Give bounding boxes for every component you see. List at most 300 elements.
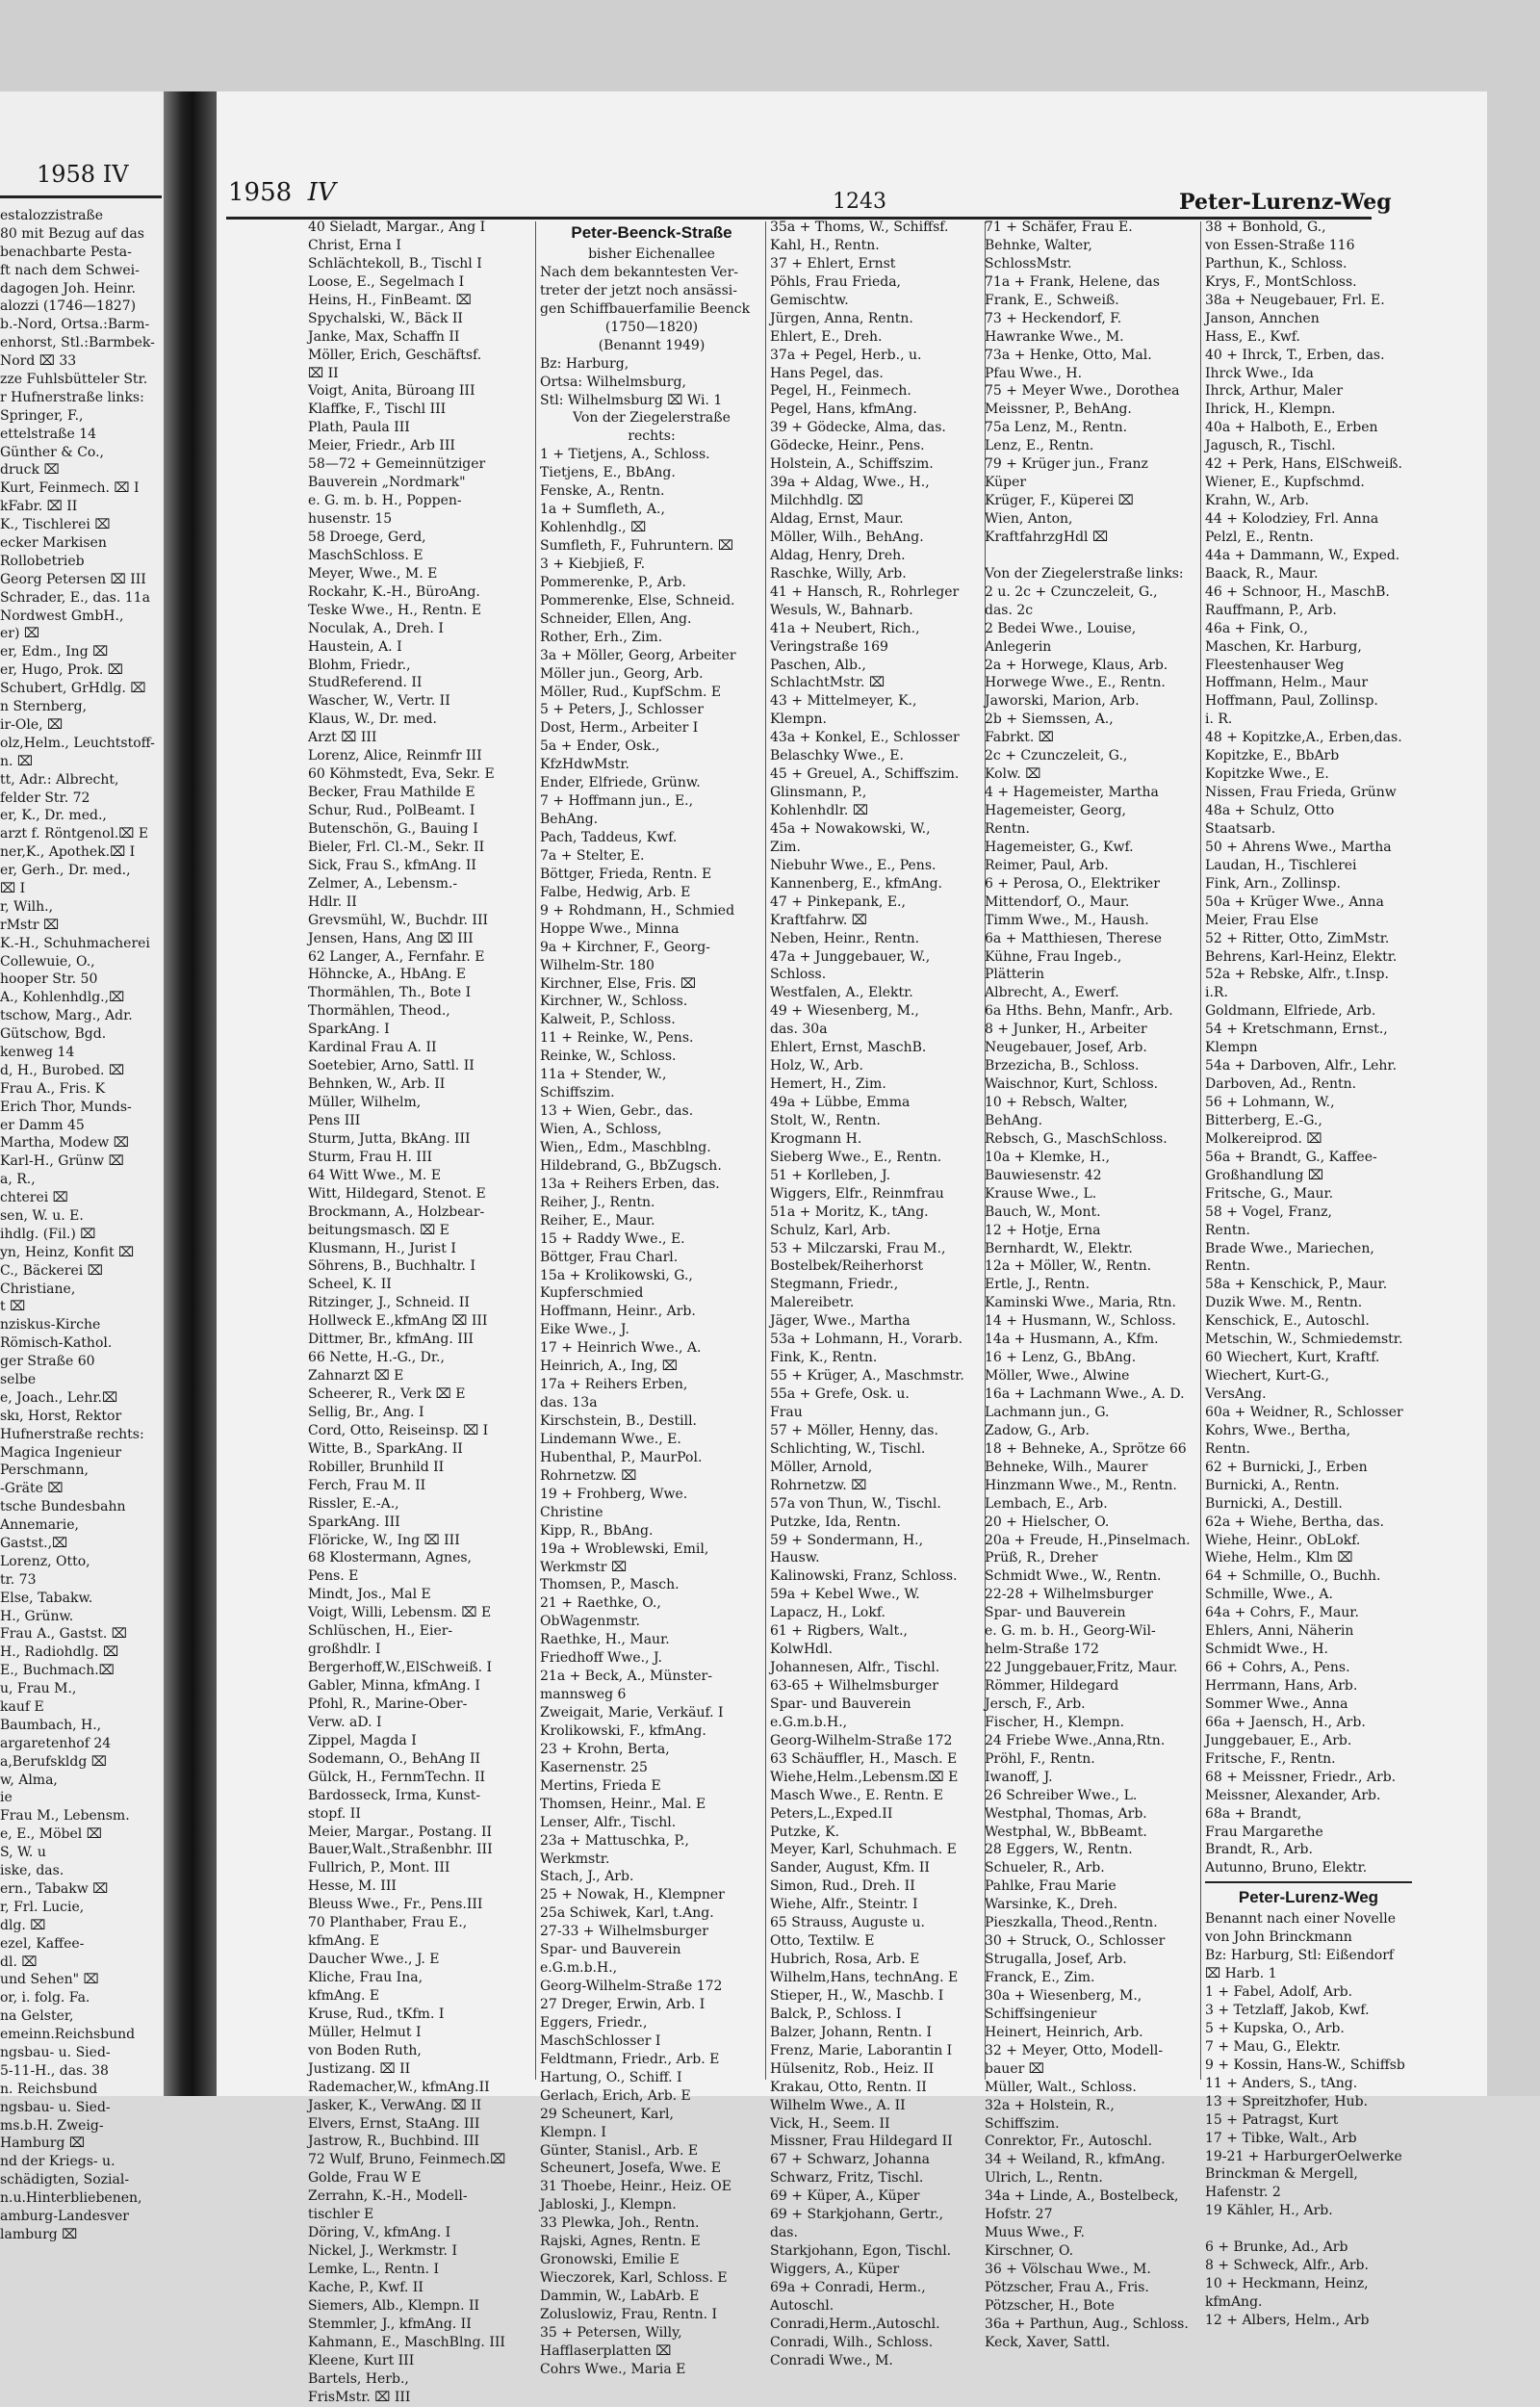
directory-entry: Westfalen, A., Elektr. xyxy=(770,985,913,1001)
directory-entry: 26 Schreiber Wwe., L. xyxy=(985,1787,1138,1803)
directory-entry: Scheel, K. II xyxy=(308,1277,392,1293)
directory-entry: Frank, E., Schweiß. xyxy=(985,292,1119,308)
directory-entry: Hinzmann Wwe., M., Rentn. xyxy=(985,1477,1177,1493)
directory-entry: 14a + Husmann, A., Kfm. xyxy=(985,1332,1159,1348)
directory-entry: Heinrich, A., Ing, ⌧ xyxy=(540,1359,678,1375)
directory-entry: Nissen, Frau Frieda, Grünw xyxy=(1205,785,1397,801)
directory-entry: 13 + Wien, Gebr., das. xyxy=(540,1103,694,1120)
directory-entry: Möller, Arnold, xyxy=(770,1459,873,1475)
directory-entry: Spar- und Bauverein xyxy=(770,1695,911,1712)
directory-entry: 54 + Kretschmann, Ernst., xyxy=(1205,1022,1388,1038)
directory-entry: 10 + Heckmann, Heinz, xyxy=(1205,2276,1369,2292)
directory-entry: Gabler, Minna, kfmAng. I xyxy=(308,1678,480,1694)
directory-entry: 2a + Horwege, Klaus, Arb. xyxy=(985,657,1168,673)
directory-entry: Raschke, Willy, Arb. xyxy=(770,565,907,582)
directory-entry: ie xyxy=(0,1790,13,1806)
directory-entry: Neben, Heinr., Rentn. xyxy=(770,930,920,946)
left-page-column xyxy=(0,207,162,2244)
directory-entry: Baack, R., Maur. xyxy=(1205,565,1319,582)
directory-entry: Schueler, R., Arb. xyxy=(985,1860,1105,1876)
directory-entry: Frau A., Gastst. ⌧ xyxy=(0,1626,127,1643)
directory-entry: 59a + Kebel Wwe., W. xyxy=(770,1587,920,1603)
directory-entry: Conradi, Wilh., Schloss. xyxy=(770,2334,934,2350)
directory-entry: bauer ⌧ xyxy=(985,2060,1044,2077)
directory-entry: Stemmler, J., kfmAng. II xyxy=(308,2316,472,2332)
directory-entry: Wiehe, Helm., Klm ⌧ xyxy=(1205,1550,1353,1566)
directory-entry: Schwarz, Fritz, Tischl. xyxy=(770,2170,924,2187)
directory-entry: 5 + Peters, J., Schlosser xyxy=(540,702,704,718)
directory-entry: Klempn xyxy=(1205,1040,1258,1056)
directory-entry: Sellig, Br., Ang. I xyxy=(308,1404,424,1420)
directory-entry: Lenz, E., Rentn. xyxy=(985,438,1094,454)
directory-entry: Werkmstr. xyxy=(540,1851,610,1867)
directory-entry: Stegmann, Friedr., xyxy=(770,1277,899,1293)
directory-entry: 6a + Matthiesen, Therese xyxy=(985,930,1163,946)
page-number: 1243 xyxy=(833,190,886,214)
directory-entry: 60 Köhmstedt, Eva, Sekr. E xyxy=(308,766,495,783)
directory-entry: 12 + Albers, Helm., Arb xyxy=(1205,2312,1370,2328)
directory-entry: Autoschl. xyxy=(770,2297,834,2314)
directory-entry: Putzke, K. xyxy=(770,1824,840,1840)
directory-entry: Bartels, Herb., xyxy=(308,2370,409,2387)
column-divider xyxy=(535,221,536,2080)
directory-entry: 63-65 + Wilhelmsburger xyxy=(770,1678,938,1694)
directory-entry: Klaffke, F., Tischl III xyxy=(308,401,447,418)
directory-entry: Pelzl, E., Rentn. xyxy=(1205,529,1314,545)
directory-entry: Kardinal Frau A. II xyxy=(308,1040,437,1056)
directory-entry: Dammin, W., LabArb. E xyxy=(540,2289,700,2304)
right-page xyxy=(217,91,1487,2405)
directory-entry: 6a Hths. Behn, Manfr., Arb. xyxy=(985,1003,1173,1020)
directory-entry: das. 13a xyxy=(540,1395,598,1411)
directory-entry: Rentn. xyxy=(985,820,1030,837)
directory-entry: 38a + Neugebauer, Frl. E. xyxy=(1205,292,1385,308)
directory-entry: Balzer, Johann, Rentn. I xyxy=(770,2024,933,2040)
directory-entry: Lenser, Alfr., Tischl. xyxy=(540,1814,677,1830)
directory-entry: 58—72 + Gemeinnütziger xyxy=(308,456,486,473)
directory-entry: kfmAng. E xyxy=(308,1987,380,2004)
directory-entry: 59 + Sondermann, H., xyxy=(770,1532,924,1548)
directory-entry: Putzke, Ida, Rentn. xyxy=(770,1514,901,1530)
directory-entry: 11 + Anders, S., tAng. xyxy=(1205,2075,1358,2091)
directory-entry: ngsbau- u. Sied- xyxy=(0,2099,111,2115)
directory-entry: 32a + Holstein, R., xyxy=(985,2097,1115,2113)
directory-entry: Kohrs, Wwe., Bertha, xyxy=(1205,1422,1351,1438)
directory-entry: Kliche, Frau Ina, xyxy=(308,1970,424,1985)
directory-entry: Friedhoff Wwe., J. xyxy=(540,1650,662,1667)
directory-entry: Erich Thor, Munds- xyxy=(0,1099,132,1115)
directory-entry: 66a + Jaensch, H., Arb. xyxy=(1205,1714,1366,1730)
directory-entry: e.G.m.b.H., xyxy=(540,1960,618,1977)
directory-entry: Wilhelm-Str. 180 xyxy=(540,957,654,973)
directory-entry: Behnken, W., Arb. II xyxy=(308,1076,446,1093)
directory-entry: Gerlach, Erich, Arb. E xyxy=(540,2087,691,2104)
directory-entry: 7 + Mau, G., Elektr. xyxy=(1205,2038,1341,2055)
directory-entry: Eike Wwe., J. xyxy=(540,1322,629,1338)
directory-column-1 xyxy=(308,219,535,2407)
directory-entry xyxy=(985,547,1198,565)
directory-entry: Fritsche, F., Rentn. xyxy=(1205,1750,1336,1767)
directory-entry: ft nach dem Schwei- xyxy=(0,262,140,278)
directory-entry: Pegel, Hans, kfmAng. xyxy=(770,401,917,418)
directory-entry: Werkmstr ⌧ xyxy=(540,1559,628,1575)
directory-entry: 15 + Patragst, Kurt xyxy=(1205,2111,1339,2128)
directory-entry: S, W. u xyxy=(0,1845,46,1861)
directory-entry: Zelmer, A., Lebensm.- xyxy=(308,875,458,892)
directory-entry: Raethke, H., Maur. xyxy=(540,1632,670,1648)
directory-entry: Falbe, Hedwig, Arb. E xyxy=(540,884,691,900)
directory-entry: Rentn. xyxy=(1205,1258,1250,1275)
directory-entry: Krakau, Otto, Rentn. II xyxy=(770,2079,927,2095)
directory-entry: Mertins, Frieda E xyxy=(540,1777,661,1794)
directory-entry: Reiher, J., Rentn. xyxy=(540,1194,655,1210)
directory-entry: 34a + Linde, A., Bostelbeck, xyxy=(985,2188,1179,2205)
directory-entry: 19-21 + HarburgerOelwerke xyxy=(1205,2148,1402,2164)
directory-entry: Schneider, Ellen, Ang. xyxy=(540,610,692,627)
column-divider xyxy=(1200,221,1201,2080)
directory-entry: 5-11-H., das. 38 xyxy=(0,2062,109,2079)
directory-entry: 44a + Dammann, W., Exped. xyxy=(1205,547,1400,563)
directory-entry: Hildebrand, G., BbZugsch. xyxy=(540,1157,722,1174)
directory-entry: Reiher, E., Maur. xyxy=(540,1212,655,1229)
street-note: Von der Ziegelerstraße xyxy=(573,410,731,427)
directory-entry: Georg-Wilhelm-Straße 172 xyxy=(540,1979,723,1995)
directory-entry: Ehlert, E., Dreh. xyxy=(770,328,883,345)
directory-entry: 8 + Schweck, Alfr., Arb. xyxy=(1205,2258,1369,2274)
directory-entry: schädigten, Sozial- xyxy=(0,2172,130,2188)
directory-entry: Staatsarb. xyxy=(1205,820,1276,837)
directory-entry: Böttger, Frieda, Rentn. E xyxy=(540,866,712,882)
directory-entry: Stolt, W., Rentn. xyxy=(770,1112,881,1128)
directory-entry: kfmAng. xyxy=(1205,2294,1263,2310)
directory-entry: Kruse, Rud., tKfm. I xyxy=(308,2006,445,2022)
directory-entry: 31 Thoebe, Heinr., Heiz. OE xyxy=(540,2179,732,2195)
directory-entry: Iwanoff, J. xyxy=(985,1769,1053,1785)
directory-entry: 11 + Reinke, W., Pens. xyxy=(540,1030,694,1047)
directory-entry: 46a + Fink, O., xyxy=(1205,620,1308,636)
directory-entry: Prüß, R., Dreher xyxy=(985,1550,1098,1566)
directory-entry: Mindt, Jos., Mal E xyxy=(308,1587,431,1603)
directory-entry: ezel, Kaffee- xyxy=(0,1935,85,1952)
directory-entry: Schiffszim. xyxy=(985,2115,1060,2132)
directory-entry: 15 + Raddy Wwe., E. xyxy=(540,1230,685,1247)
directory-entry: Krolikowski, F., kfmAng. xyxy=(540,1722,706,1739)
directory-entry: Wilhelm Wwe., A. II xyxy=(770,2097,906,2113)
directory-entry: 68a + Brandt, xyxy=(1205,1805,1302,1822)
directory-entry: Christiane, xyxy=(0,1281,76,1297)
directory-entry: Schubert, GrHdlg. ⌧ xyxy=(0,681,146,697)
directory-entry: Ihrick, H., Klempn. xyxy=(1205,401,1336,418)
directory-entry: Lorenz, Alice, Reinmfr III xyxy=(308,748,482,764)
directory-entry: 9a + Kirchner, F., Georg- xyxy=(540,939,710,955)
directory-entry: sen, W. u. E. xyxy=(0,1207,84,1224)
directory-entry: Küper xyxy=(985,475,1027,491)
directory-entry: Kirchner, W., Schloss. xyxy=(540,994,688,1010)
directory-entry: 18 + Behneke, A., Sprötze 66 xyxy=(985,1440,1187,1457)
directory-entry: Dost, Herm., Arbeiter I xyxy=(540,720,699,737)
directory-entry: Malereibetr. xyxy=(770,1295,855,1311)
directory-entry: Martha, Modew ⌧ xyxy=(0,1135,129,1152)
directory-entry: Arzt ⌧ III xyxy=(308,730,377,746)
directory-entry: 40a + Halboth, E., Erben xyxy=(1205,420,1378,436)
directory-entry: 30a + Wiesenberg, M., xyxy=(985,1987,1142,2004)
directory-entry: Hdlr. II xyxy=(308,893,357,910)
directory-entry: Lachmann jun., G. xyxy=(985,1404,1110,1420)
directory-entry: 27 Dreger, Erwin, Arb. I xyxy=(540,1997,706,2012)
directory-entry: 28 Eggers, W., Rentn. xyxy=(985,1842,1133,1858)
street-note: (1750—1820) xyxy=(604,319,699,335)
directory-entry: olz,Helm., Leuchtstoff- xyxy=(0,735,155,751)
directory-entry: Georg-Wilhelm-Straße 172 xyxy=(770,1732,953,1748)
directory-entry: Möller, Wilh., BehAng. xyxy=(770,529,924,545)
directory-entry: Schiffsingenieur xyxy=(985,2006,1097,2022)
directory-entry: Milchhdlg. ⌧ xyxy=(770,493,863,509)
directory-entry: Bleuss Wwe., Fr., Pens.III xyxy=(308,1897,483,1913)
directory-entry: dlg. ⌧ xyxy=(0,1917,46,1933)
directory-entry: Eggers, Friedr., xyxy=(540,2014,648,2031)
directory-entry: w, Alma, xyxy=(0,1772,58,1788)
directory-entry: Pröhl, F., Rentn. xyxy=(985,1750,1095,1767)
directory-entry: Westphal, Thomas, Arb. xyxy=(985,1805,1147,1822)
directory-entry: Klaus, W., Dr. med. xyxy=(308,712,437,728)
directory-entry: Holstein, A., Schiffszim. xyxy=(770,456,934,473)
directory-entry: 72 Wulf, Bruno, Feinmech.⌧ xyxy=(308,2152,506,2168)
directory-entry: Hollweck E.,kfmAng ⌧ III xyxy=(308,1313,488,1330)
directory-entry: Krogmann H. xyxy=(770,1130,862,1147)
directory-entry: Jasker, K., VerwAng. ⌧ II xyxy=(308,2097,482,2113)
directory-entry: 47a + Junggebauer, W., xyxy=(770,948,931,965)
book-gutter xyxy=(164,91,217,2096)
directory-entry: Sieberg Wwe., E., Rentn. xyxy=(770,1149,942,1165)
directory-entry: 16a + Lachmann Wwe., A. D. xyxy=(985,1386,1185,1402)
directory-entry: 71a + Frank, Helene, das xyxy=(985,273,1160,290)
directory-entry: iske, das. xyxy=(0,1863,64,1879)
directory-entry: ern., Tabakw ⌧ xyxy=(0,1880,109,1897)
directory-entry: Zadow, G., Arb. xyxy=(985,1422,1090,1438)
directory-entry: 51a + Moritz, K., tAng. xyxy=(770,1204,929,1220)
directory-entry: Pens. E xyxy=(308,1568,359,1585)
directory-entry: 32 + Meyer, Otto, Modell- xyxy=(985,2042,1164,2058)
directory-entry: ir-Ole, ⌧ xyxy=(0,716,64,733)
directory-entry: Gastst.,⌧ xyxy=(0,1536,68,1552)
directory-entry: e, Joach., Lehr.⌧ xyxy=(0,1389,118,1406)
directory-column-4 xyxy=(985,219,1198,2352)
directory-entry: Nach dem bekanntesten Ver- xyxy=(540,264,738,280)
directory-entry: 3a + Möller, Georg, Arbeiter xyxy=(540,647,736,663)
directory-entry: Stl: Wilhelmsburg ⌧ Wi. 1 xyxy=(540,392,723,408)
directory-entry: 61 + Rigbers, Walt., xyxy=(770,1623,908,1640)
directory-entry: Kraftfahrw. ⌧ xyxy=(770,912,867,928)
directory-entry: Sick, Frau S., kfmAng. II xyxy=(308,857,476,873)
directory-entry: Söhrens, B., Buchhaltr. I xyxy=(308,1258,475,1275)
directory-entry: 52 + Ritter, Otto, ZimMstr. xyxy=(1205,930,1390,946)
directory-entry: tsche Bundesbahn xyxy=(0,1499,126,1515)
directory-entry: 50 + Ahrens Wwe., Martha xyxy=(1205,839,1392,855)
directory-entry: Frau M., Lebensm. xyxy=(0,1808,130,1825)
directory-entry: 58 Droege, Gerd, xyxy=(308,529,426,545)
directory-entry: Kache, P., Kwf. II xyxy=(308,2279,424,2295)
directory-entry: Pegel, H., Feinmech. xyxy=(770,383,911,400)
directory-entry: r Hufnerstraße links: xyxy=(0,389,144,405)
directory-entry: Christ, Erna I xyxy=(308,237,401,253)
directory-entry: ObWagenmstr. xyxy=(540,1614,640,1630)
directory-entry: zze Fuhlsbütteler Str. xyxy=(0,372,148,388)
directory-entry: 54a + Darboven, Alfr., Lehr. xyxy=(1205,1058,1398,1074)
directory-entry: 66 Nette, H.-G., Dr., xyxy=(308,1350,445,1366)
directory-entry: Kopitzke, E., BbArb xyxy=(1205,748,1340,764)
street-heading: Peter-Lurenz-Weg xyxy=(1238,1888,1379,1907)
directory-entry: 39 + Gödecke, Alma, das. xyxy=(770,420,946,436)
directory-entry: 24 Friebe Wwe.,Anna,Rtn. xyxy=(985,1732,1166,1748)
directory-entry: Wascher, W., Vertr. II xyxy=(308,693,450,710)
directory-column-2 xyxy=(540,219,763,2379)
directory-entry: Hamburg ⌧ xyxy=(0,2135,86,2152)
directory-entry: VersAng. xyxy=(1205,1386,1267,1402)
directory-entry: mannsweg 6 xyxy=(540,1687,627,1703)
directory-entry: Plath, Paula III xyxy=(308,420,410,436)
directory-entry: Rentn. xyxy=(1205,1222,1250,1238)
directory-entry: FrisMstr. ⌧ III xyxy=(308,2389,411,2405)
directory-entry: Robiller, Brunhild II xyxy=(308,1459,445,1475)
directory-entry: Rebsch, G., MaschSchloss. xyxy=(985,1130,1168,1147)
directory-entry: 49a + Lübbe, Emma xyxy=(770,1095,911,1110)
directory-entry: 37 + Ehlert, Ernst xyxy=(770,255,896,272)
directory-entry: Gronowski, Emilie E xyxy=(540,2252,680,2268)
directory-entry: 79 + Krüger jun., Franz xyxy=(985,456,1148,473)
directory-entry: Rother, Erh., Zim. xyxy=(540,629,663,645)
directory-entry: Georg Petersen ⌧ III xyxy=(0,571,146,587)
directory-entry: 46 + Schnoor, H., MaschB. xyxy=(1205,583,1390,600)
directory-entry: er, Edm., Ing ⌧ xyxy=(0,644,109,660)
directory-entry: Feldtmann, Friedr., Arb. E xyxy=(540,2051,720,2067)
directory-entry: 50a + Krüger Wwe., Anna xyxy=(1205,893,1384,910)
directory-entry: Höhncke, A., HbAng. E xyxy=(308,967,467,983)
directory-entry: 45a + Nowakowski, W., xyxy=(770,820,931,837)
directory-entry: Meissner, P., BehAng. xyxy=(985,401,1132,418)
directory-entry: Bz: Harburg, Stl: Eißendorf xyxy=(1205,1948,1395,1964)
directory-entry: Klempn. I xyxy=(540,2124,606,2140)
directory-entry: 23a + Mattuschka, P., xyxy=(540,1832,689,1849)
directory-entry: 1 + Fabel, Adolf, Arb. xyxy=(1205,1984,1353,2001)
directory-entry: ⌧ I xyxy=(0,880,26,896)
directory-entry: Bieler, Frl. Cl.-M., Sekr. II xyxy=(308,839,485,855)
page-street-header: Peter-Lurenz-Weg xyxy=(1179,190,1392,215)
directory-entry: H., Radiohdlg. ⌧ xyxy=(0,1644,119,1661)
directory-entry: n. Reichsbund xyxy=(0,2081,98,2097)
directory-entry: Timm Wwe., M., Haush. xyxy=(985,912,1149,928)
directory-entry: 9 + Kossin, Hans-W., Schiffsb xyxy=(1205,2057,1405,2073)
directory-entry: i. R. xyxy=(1205,712,1233,728)
directory-entry: Burnicki, A., Rentn. xyxy=(1205,1477,1340,1493)
directory-entry: Pötzscher, Frau A., Fris. xyxy=(985,2279,1149,2295)
directory-entry: Otto, Textilw. E xyxy=(770,1933,875,1950)
directory-entry: ecker Markisen xyxy=(0,535,107,552)
directory-entry: a, R., xyxy=(0,1172,36,1188)
directory-entry: Laudan, H., Tischlerei xyxy=(1205,857,1357,873)
directory-entry: 5a + Ender, Osk., xyxy=(540,738,660,755)
directory-entry: 71 + Schäfer, Frau E. xyxy=(985,220,1133,235)
directory-entry: 19 + Frohberg, Wwe. xyxy=(540,1486,688,1502)
directory-entry: Plätterin xyxy=(985,967,1044,983)
directory-entry: Bitterberg, E.-G., xyxy=(1205,1112,1322,1128)
directory-entry: 39a + Aldag, Wwe., H., xyxy=(770,475,930,491)
directory-entry: Möller, Rud., KupfSchm. E xyxy=(540,684,722,700)
directory-entry: Spychalski, W., Bäck II xyxy=(308,310,463,326)
directory-entry: Hemert, H., Zim. xyxy=(770,1076,886,1093)
directory-entry: Kasernenstr. 25 xyxy=(540,1759,648,1775)
directory-entry: tt, Adr.: Albrecht, xyxy=(0,771,119,788)
directory-entry: argaretenhof 24 xyxy=(0,1735,112,1751)
directory-entry: Scheunert, Josefa, Wwe. E xyxy=(540,2161,721,2177)
directory-entry: 38 + Bonhold, G., xyxy=(1205,220,1326,235)
directory-entry: felder Str. 72 xyxy=(0,789,90,806)
directory-entry: Jastrow, R., Buchbind. III xyxy=(308,2134,480,2150)
directory-entry: 40 Sieladt, Margar., Ang I xyxy=(308,220,486,235)
directory-entry: KfzHdwMstr. xyxy=(540,757,629,773)
directory-entry: 11a + Stender, W., xyxy=(540,1067,667,1083)
directory-entry: Wiehe, Alfr., Steintr. I xyxy=(770,1897,918,1913)
directory-entry: b.-Nord, Ortsa.:Barm- xyxy=(0,317,150,333)
directory-entry: Jaworski, Marion, Arb. xyxy=(985,693,1140,710)
directory-entry: 42 + Perk, Hans, ElSchweiß. xyxy=(1205,456,1402,473)
directory-entry: er, Gerh., Dr. med., xyxy=(0,863,131,879)
directory-entry: Lapacz, H., Lokf. xyxy=(770,1605,886,1621)
directory-entry: StudReferend. II xyxy=(308,675,423,691)
directory-entry: 20a + Freude, H.,Pinselmach. xyxy=(985,1532,1191,1548)
directory-entry: Goldmann, Elfriede, Arb. xyxy=(1205,1003,1376,1020)
directory-entry: 19a + Wroblewski, Emil, xyxy=(540,1540,709,1557)
directory-entry: Anlegerin xyxy=(985,638,1052,655)
directory-entry: Jäger, Wwe., Martha xyxy=(770,1313,911,1330)
directory-entry: Ehlers, Anni, Näherin xyxy=(1205,1623,1354,1640)
left-header-rule xyxy=(0,195,162,198)
directory-entry: ms.b.H. Zweig- xyxy=(0,2117,104,2134)
directory-entry: Bernhardt, W., Elektr. xyxy=(985,1240,1133,1256)
directory-entry: Schmille, Wwe., A. xyxy=(1205,1587,1333,1603)
directory-entry: Veringstraße 169 xyxy=(770,638,888,655)
directory-entry: selbe xyxy=(0,1372,37,1387)
directory-entry: MaschSchlosser I xyxy=(540,2032,661,2049)
directory-entry: Sumfleth, F., Fuhruntern. ⌧ xyxy=(540,538,734,554)
directory-entry: Brockmann, A., Holzbear- xyxy=(308,1204,485,1220)
directory-entry: Sodemann, O., BehAng II xyxy=(308,1750,481,1767)
directory-entry: KolwHdl. xyxy=(770,1642,834,1658)
directory-entry: Masch Wwe., E. Rentn. E xyxy=(770,1787,943,1803)
directory-entry: das. 30a xyxy=(770,1022,828,1038)
directory-entry: Balck, P., Schloss. I xyxy=(770,2006,902,2022)
directory-entry: Wiggers, Elfr., Reinmfrau xyxy=(770,1185,944,1202)
directory-entry: r, Wilh., xyxy=(0,898,54,915)
directory-entry: Karl-H., Grünw ⌧ xyxy=(0,1153,124,1170)
directory-entry: 63 Schäuffler, H., Masch. E xyxy=(770,1750,958,1767)
directory-entry: Reimer, Paul, Arb. xyxy=(985,857,1109,873)
directory-entry: 35a + Thoms, W., Schiffsf. xyxy=(770,220,949,235)
directory-entry: Zerrahn, K.-H., Modell- xyxy=(308,2188,468,2205)
street-note: bisher Eichenallee xyxy=(588,246,715,262)
directory-entry: 58a + Kenschick, P., Maur. xyxy=(1205,1277,1388,1293)
directory-entry: Belaschky Wwe., E. xyxy=(770,748,904,764)
directory-entry: Siemers, Alb., Klempn. II xyxy=(308,2297,480,2314)
directory-entry: estalozzistraße xyxy=(0,208,104,223)
directory-entry: Kupferschmied xyxy=(540,1285,644,1302)
directory-entry: Kahmann, E., MaschBlng. III xyxy=(308,2334,505,2350)
directory-entry: 62a + Wiehe, Bertha, das. xyxy=(1205,1514,1384,1530)
directory-entry: Aldag, Henry, Dreh. xyxy=(770,547,906,563)
directory-entry: kFabr. ⌧ II xyxy=(0,499,78,515)
directory-entry: Klusmann, H., Jurist I xyxy=(308,1240,456,1256)
directory-entry: ner,K., Apothek.⌧ I xyxy=(0,844,136,861)
directory-entry: 58 + Vogel, Franz, xyxy=(1205,1204,1332,1220)
